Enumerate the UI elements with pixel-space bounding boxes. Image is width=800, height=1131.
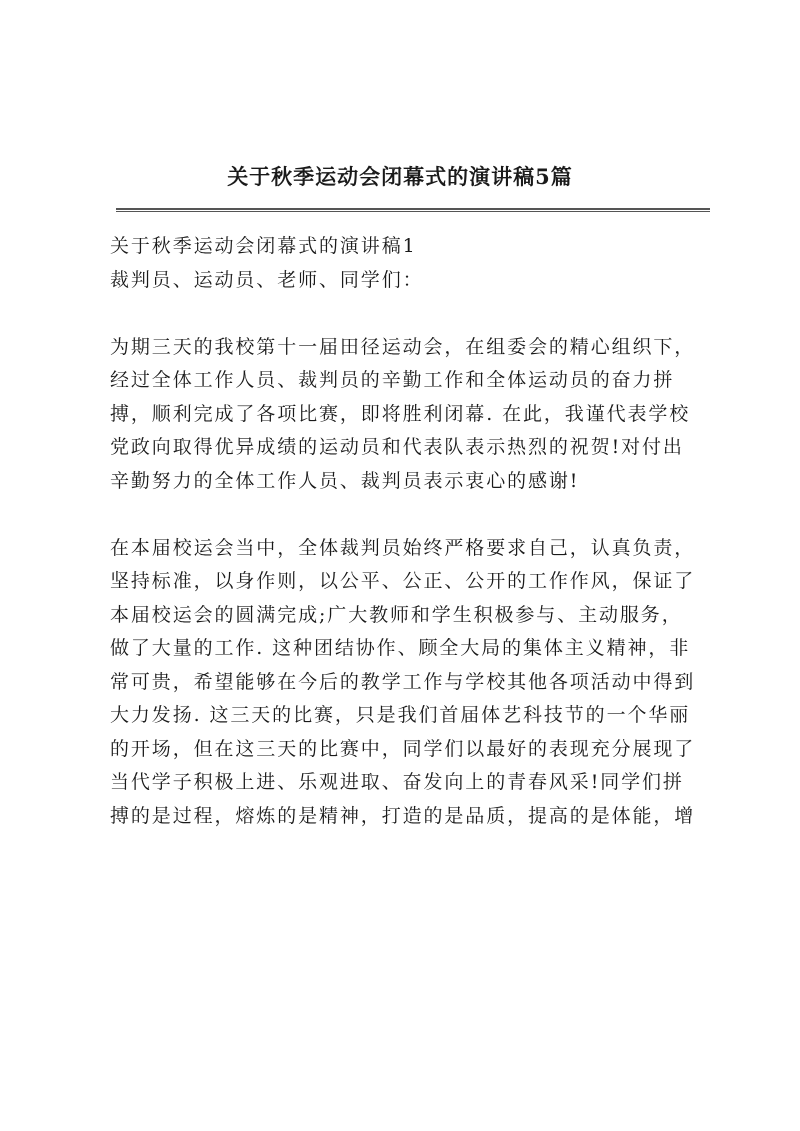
- paragraph-line: 搏的是过程，熔炼的是精神，打造的是品质，提高的是体能，增: [110, 804, 696, 827]
- paragraph-2: [110, 532, 714, 834]
- paragraph-line: 坚持标准，以身作则，以公平、公正、公开的工作作风，保证了: [110, 570, 696, 592]
- paragraph-line: 常可贵，希望能够在今后的教学工作与学校其他各项活动中得到: [110, 670, 696, 693]
- paragraph-gap: [110, 498, 714, 532]
- paragraph-line: 本届校运会的圆满完成;广大教师和学生积极参与、主动服务，: [110, 603, 683, 626]
- paragraph-line: 在本届校运会当中，全体裁判员始终严格要求自己，认真负责，: [110, 536, 696, 559]
- title-divider: [116, 208, 710, 212]
- paragraph-line: 辛勤努力的全体工作人员、裁判员表示衷心的感谢!: [110, 469, 580, 492]
- paragraph-line: 党政向取得优异成绩的运动员和代表队表示热烈的祝贺!对付出: [110, 436, 684, 458]
- paragraph-line: 搏，顺利完成了各项比赛，即将胜利闭幕. 在此，我谨代表学校: [110, 402, 691, 425]
- paragraph-line: 的开场，但在这三天的比赛中，同学们以最好的表现充分展现了: [110, 737, 696, 760]
- salutation: 裁判员、运动员、老师、同学们：: [110, 268, 424, 291]
- document-title: 关于秋季运动会闭幕式的演讲稿5篇: [227, 164, 573, 189]
- section-heading: 关于秋季运动会闭幕式的演讲稿1: [110, 235, 417, 257]
- paragraph-1: [110, 331, 714, 499]
- paragraph-gap: [110, 297, 714, 331]
- paragraph-line: 为期三天的我校第十一届田径运动会，在组委会的精心组织下，: [110, 335, 696, 358]
- paragraph-line: 做了大量的工作. 这种团结协作、顾全大局的集体主义精神，非: [110, 637, 691, 659]
- paragraph-line: 经过全体工作人员、裁判员的辛勤工作和全体运动员的奋力拼: [110, 369, 675, 391]
- paragraph-line: 大力发扬. 这三天的比赛，只是我们首届体艺科技节的一个华丽: [110, 704, 691, 726]
- document-body: [110, 230, 714, 833]
- paragraph-line: 当代学子积极上进、乐观进取、奋发向上的青春风采!同学们拼: [110, 771, 684, 793]
